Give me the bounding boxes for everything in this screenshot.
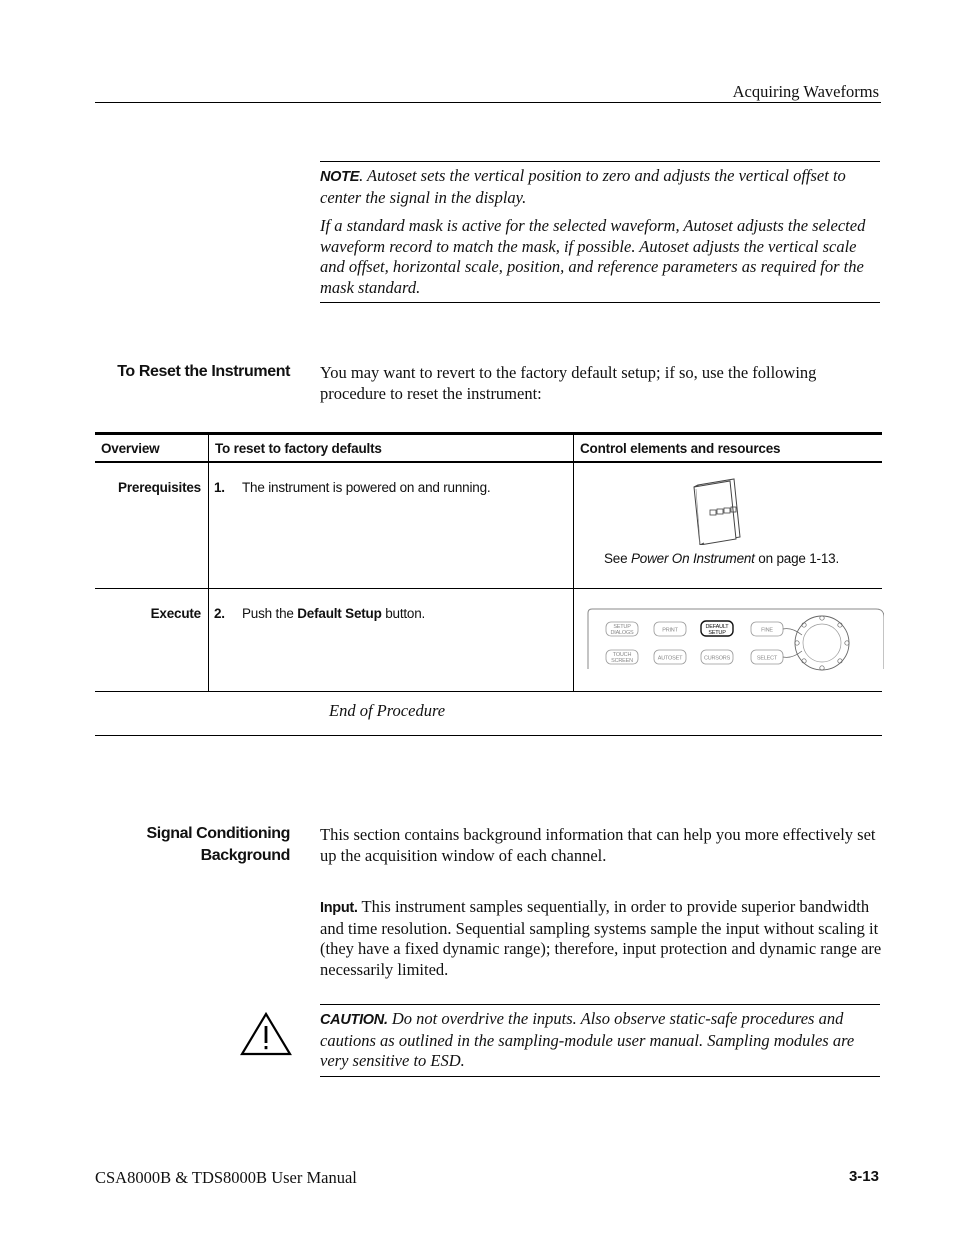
caution-warning-icon	[239, 1011, 293, 1057]
step-1	[209, 462, 574, 588]
step-text-post: button.	[381, 605, 426, 621]
resource-cell-2	[574, 588, 883, 691]
svg-text:DEFAULT: DEFAULT	[705, 623, 729, 630]
footer-manual-title: CSA8000B & TDS8000B User Manual	[95, 1168, 357, 1187]
reference-prefix: See	[604, 551, 631, 566]
note-paragraph-1	[320, 166, 880, 208]
end-of-procedure: End of Procedure	[329, 701, 446, 720]
end-of-procedure-rule	[95, 735, 882, 736]
step-text-pre: Push the	[242, 605, 298, 621]
svg-text:DIALOGS: DIALOGS	[610, 629, 634, 636]
note-text-1: . Autoset sets the vertical position to zero and adjusts the vertical offset to center the signal in the display.	[320, 166, 846, 207]
step-text: The instrument is powered on and running.	[242, 480, 491, 495]
knob-icon	[783, 615, 849, 669]
table-row	[95, 462, 882, 588]
svg-text:TOUCH: TOUCH	[612, 651, 632, 658]
step-number: 2.	[214, 605, 225, 621]
caution-paragraph	[320, 1009, 880, 1072]
step-number: 1.	[214, 480, 225, 495]
fine-button	[751, 622, 783, 636]
header-control-elements: Control elements and resources	[574, 434, 883, 463]
table-header-row	[95, 434, 882, 463]
input-label: Input.	[320, 900, 358, 916]
front-panel-image	[584, 607, 884, 673]
overview-execute: Execute	[95, 588, 209, 691]
caution-box	[320, 1004, 880, 1077]
running-header: Acquiring Waveforms	[732, 82, 879, 101]
svg-text:FINE: FINE	[761, 627, 773, 633]
signal-intro: This section contains background information that can help you more effectively set up the acquisition window of each channel.	[320, 825, 876, 865]
reference-suffix: on page 1-13.	[754, 551, 840, 566]
svg-text:SETUP: SETUP	[613, 623, 631, 630]
reference-link[interactable]: Power On Instrument	[630, 551, 755, 566]
select-button	[751, 650, 783, 664]
resource-reference	[604, 551, 839, 566]
overview-prerequisites: Prerequisites	[95, 462, 209, 588]
resource-cell-1	[574, 462, 883, 588]
note-box	[320, 161, 880, 303]
header-overview: Overview	[95, 434, 209, 463]
touch-screen-button	[606, 650, 638, 664]
svg-text:PRINT: PRINT	[662, 627, 678, 633]
svg-text:AUTOSET: AUTOSET	[657, 655, 683, 661]
step-text-bold: Default Setup	[297, 605, 382, 621]
reset-intro: You may want to revert to the factory default setup; if so, use the following procedure to reset the instrument:	[320, 363, 817, 403]
header-reset-steps: To reset to factory defaults	[209, 434, 574, 463]
svg-text:SCREEN: SCREEN	[611, 657, 633, 664]
note-label: NOTE	[320, 169, 360, 185]
cursors-button	[701, 650, 733, 664]
procedure-table	[95, 432, 882, 692]
caution-label: CAUTION.	[320, 1012, 388, 1028]
caution-text: Do not overdrive the inputs. Also observe static-safe procedures and cautions as outlined in the sampling-module user manual. Sampling modules are very sensitive to ESD.	[320, 1009, 855, 1070]
manual-book-icon	[690, 477, 750, 545]
svg-text:SETUP: SETUP	[708, 629, 726, 636]
default-setup-button	[701, 621, 733, 636]
input-text: This instrument samples sequentially, in order to provide superior bandwidth and time resolution. Sequential sampling systems sample the input without scaling it (they have a fixed dynamic range); therefore, input protection and dynamic range are necessarily limited.	[320, 897, 882, 979]
svg-text:SELECT: SELECT	[756, 655, 778, 661]
header-rule	[95, 102, 881, 103]
print-button	[654, 622, 686, 636]
signal-heading-line-2: Background	[200, 847, 290, 864]
input-paragraph	[320, 897, 882, 980]
step-2	[209, 588, 574, 691]
setup-dialogs-button	[606, 622, 638, 636]
note-text-2: If a standard mask is active for the selected waveform, Autoset adjusts the selected waveform record to match the mask, if possible. Autoset adjusts the vertical scale and offset, horizontal scale, position, and reference parameters as required for the mask standard.	[320, 216, 866, 297]
svg-text:CURSORS: CURSORS	[703, 655, 731, 661]
footer-page-number: 3-13	[848, 1168, 879, 1185]
autoset-button	[654, 650, 686, 664]
signal-conditioning-heading	[147, 823, 291, 867]
signal-heading-line-1: Signal Conditioning	[146, 825, 290, 842]
table-row	[95, 588, 882, 691]
reset-heading: To Reset the Instrument	[117, 363, 290, 380]
